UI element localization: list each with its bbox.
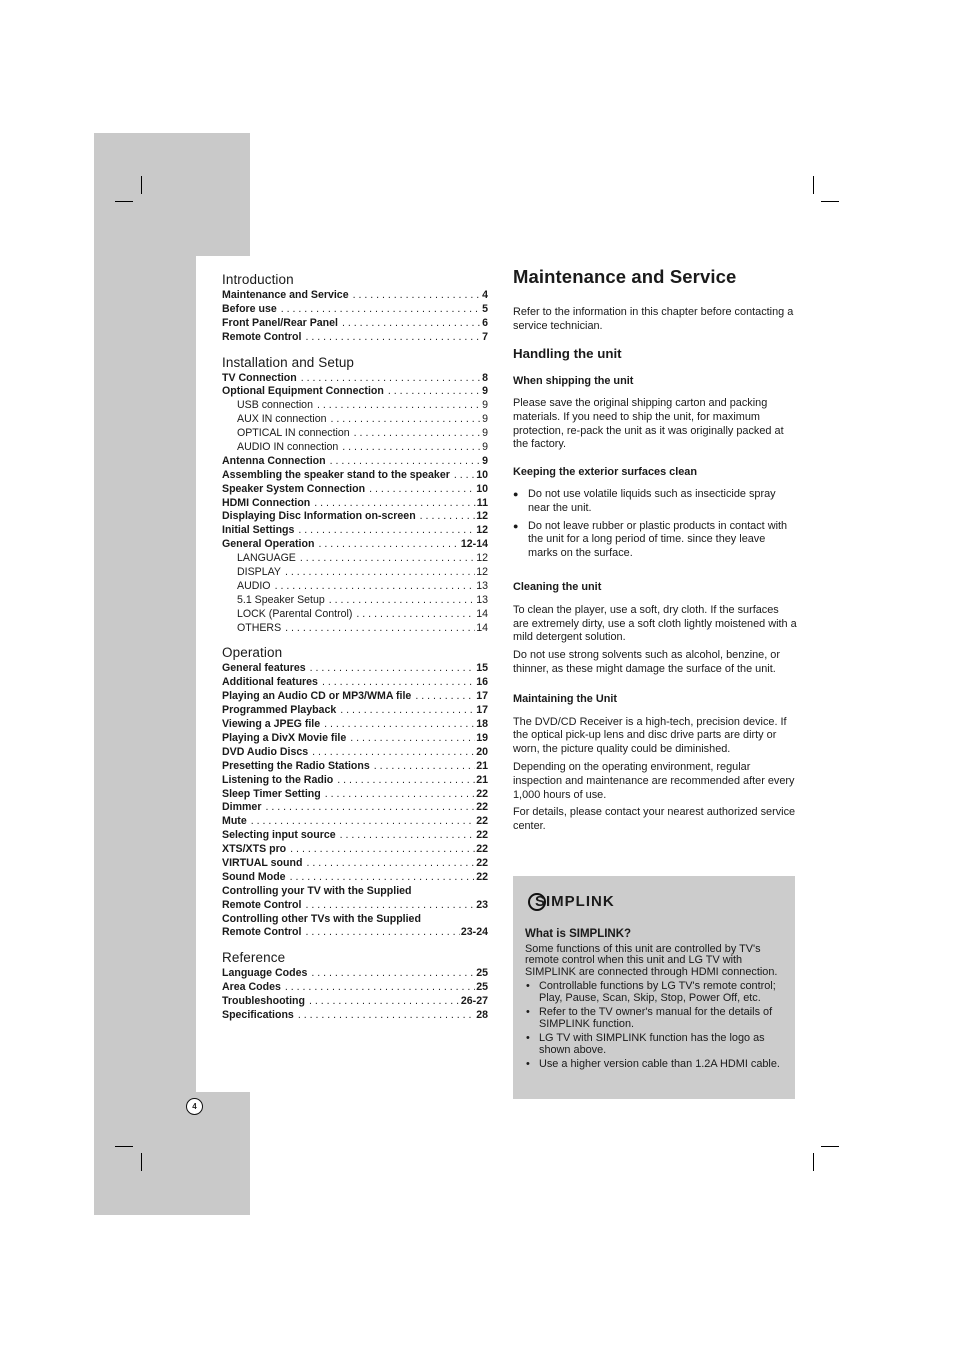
toc-entry[interactable] — [222, 899, 488, 913]
toc-entry[interactable] — [222, 303, 488, 317]
toc-dot-leader — [265, 801, 475, 815]
toc-entry-page: 20 — [476, 745, 488, 758]
toc-entry-page: 8 — [482, 371, 488, 384]
toc-entry-page: 21 — [476, 759, 488, 772]
toc-dot-leader — [342, 317, 481, 331]
toc-entry-label: Dimmer — [222, 801, 262, 814]
toc-dot-leader — [318, 538, 459, 552]
toc-entry[interactable] — [222, 608, 488, 622]
crop-mark — [141, 1153, 142, 1171]
toc-section — [222, 272, 488, 345]
toc-entry-label: DVD Audio Discs — [222, 745, 309, 758]
toc-section-title: Reference — [222, 950, 286, 966]
toc-entry-page: 17 — [476, 704, 488, 717]
toc-entry[interactable] — [222, 676, 488, 690]
toc-entry[interactable] — [222, 524, 488, 538]
toc-entry[interactable] — [222, 385, 488, 399]
toc-dot-leader — [350, 732, 475, 746]
toc-entry-label: Mute — [222, 815, 247, 828]
toc-entry-page: 19 — [476, 731, 488, 744]
toc-dot-leader — [310, 662, 476, 676]
toc-entry-label: General features — [222, 662, 306, 675]
toc-dot-leader — [285, 566, 475, 580]
toc-dot-leader — [285, 622, 475, 636]
toc-entry-label: Playing a DivX Movie file — [222, 731, 347, 744]
toc-entry-page: 23-24 — [460, 926, 488, 939]
toc-dot-leader — [305, 331, 481, 345]
intro-text: Refer to the information in this chapter before contacting a service technician. — [513, 305, 794, 332]
toc-entry-label: Sound Mode — [222, 870, 286, 883]
toc-dot-leader — [325, 788, 475, 802]
toc-entry-page: 14 — [476, 607, 488, 620]
toc-dot-leader — [330, 455, 482, 469]
toc-dot-leader — [454, 469, 475, 483]
toc-entry-page: 12-14 — [460, 538, 488, 551]
toc-entry[interactable] — [222, 552, 488, 566]
toc-entry[interactable] — [222, 510, 488, 524]
toc-entry[interactable] — [222, 967, 488, 981]
toc-entry-page: 22 — [476, 870, 488, 883]
toc-entry-label: Remote Control — [222, 926, 302, 939]
toc-entry-label: Antenna Connection — [222, 454, 326, 467]
toc-section — [222, 355, 488, 636]
toc-entry[interactable] — [222, 441, 488, 455]
toc-entry-page: 25 — [476, 967, 488, 980]
toc-dot-leader — [369, 483, 475, 497]
toc-entry-page: 18 — [476, 718, 488, 731]
toc-entry-label: Assembling the speaker stand to the speaker — [222, 468, 450, 481]
toc-entry[interactable] — [222, 843, 488, 857]
toc-entry[interactable] — [222, 774, 488, 788]
toc-entry[interactable] — [222, 469, 488, 483]
simplink-title: What is SIMPLINK? — [525, 928, 632, 940]
toc-entry[interactable] — [222, 760, 488, 774]
toc-entry[interactable] — [222, 372, 488, 386]
toc-entry[interactable] — [222, 289, 488, 303]
toc-entry[interactable] — [222, 981, 488, 995]
toc-entry-label: Optional Equipment Connection — [222, 385, 384, 398]
toc-dot-leader — [311, 967, 475, 981]
crop-mark — [115, 201, 133, 202]
toc-section-title: Introduction — [222, 272, 294, 287]
toc-entry[interactable] — [222, 1009, 488, 1023]
toc-dot-leader — [305, 899, 475, 913]
toc-dot-leader — [374, 760, 475, 774]
toc-entry[interactable] — [222, 871, 488, 885]
toc-entry-label: OPTICAL IN connection — [237, 427, 350, 440]
list-item: ● Do not leave rubber or plastic products in contact with the unit for a long period of time. since they leave marks on the surface. — [513, 520, 797, 561]
toc-entry-label: Language Codes — [222, 967, 308, 980]
toc-entry-label: Viewing a JPEG file — [222, 718, 321, 731]
list-item: • Use a higher version cable than 1.2A HDMI cable. — [525, 1059, 793, 1071]
toc-dot-leader — [251, 815, 475, 829]
toc-entry-page: 22 — [476, 815, 488, 828]
simplink-logo-letter: S — [535, 893, 547, 911]
toc-entry-label: Additional features — [222, 676, 318, 689]
toc-dot-leader — [317, 399, 481, 413]
toc-entry[interactable] — [222, 483, 488, 497]
toc-entry[interactable] — [222, 566, 488, 580]
toc-entry[interactable] — [222, 732, 488, 746]
toc-entry-label: LOCK (Parental Control) — [237, 607, 353, 620]
toc-entry-label: Displaying Disc Information on-screen — [222, 510, 416, 523]
toc-entry-label: Speaker System Connection — [222, 482, 366, 495]
toc-entry-page: 16 — [476, 676, 488, 689]
handling-title: Handling the unit — [513, 346, 622, 362]
list-item: • Controllable functions by LG TV's remote control; Play, Pause, Scan, Skip, Stop, Power Off, etc. — [525, 981, 793, 1004]
toc-entry-label: VIRTUAL sound — [222, 856, 303, 869]
toc-entry-label: Front Panel/Rear Panel — [222, 316, 338, 329]
maintaining-title: Maintaining the Unit — [513, 692, 618, 705]
toc-entry-label: 5.1 Speaker Setup — [237, 593, 325, 606]
toc-entry-label: HDMI Connection — [222, 496, 311, 509]
toc-entry-label: DISPLAY — [237, 566, 281, 579]
toc-dot-leader — [340, 704, 475, 718]
toc-entry-label: Remote Control — [222, 330, 302, 343]
toc-entry-page: 13 — [476, 593, 488, 606]
toc-dot-leader — [305, 926, 459, 940]
toc-entry-page: 12 — [476, 524, 488, 537]
toc-entry[interactable] — [222, 857, 488, 871]
toc-dot-leader — [324, 718, 475, 732]
cleaning-text-2: Do not use strong solvents such as alcohol, benzine, or thinner, as these might damage the surface of the unit. — [513, 649, 780, 675]
toc-entry-page: 22 — [476, 843, 488, 856]
table-of-contents — [222, 272, 488, 1033]
toc-dot-leader — [314, 497, 476, 511]
toc-entry-page: 22 — [476, 787, 488, 800]
toc-dot-leader — [420, 510, 476, 524]
toc-entry-page: 26-27 — [460, 995, 488, 1008]
page-number: 4 — [186, 1098, 203, 1115]
toc-entry[interactable] — [222, 331, 488, 345]
toc-entry-label: Remote Control — [222, 898, 302, 911]
toc-entry[interactable] — [222, 885, 488, 899]
toc-entry-page: 21 — [476, 773, 488, 786]
toc-dot-leader — [290, 843, 475, 857]
toc-entry[interactable] — [222, 913, 488, 927]
toc-dot-leader — [340, 829, 476, 843]
toc-entry[interactable] — [222, 788, 488, 802]
toc-entry-label: Troubleshooting — [222, 995, 305, 1008]
toc-entry[interactable] — [222, 622, 488, 636]
toc-dot-leader — [322, 676, 475, 690]
toc-entry[interactable] — [222, 580, 488, 594]
toc-dot-leader — [356, 608, 475, 622]
list-item: ● Do not use volatile liquids such as insecticide spray near the unit. — [513, 488, 797, 516]
toc-entry[interactable] — [222, 317, 488, 331]
maintaining-text-2: Depending on the operating environment, regular inspection and maintenance are recommended after every 1,000 hours of use. — [513, 760, 795, 801]
toc-entry[interactable] — [222, 427, 488, 441]
toc-entry-page: 14 — [476, 621, 488, 634]
toc-entry-label: AUDIO — [237, 579, 271, 592]
toc-entry-label: Sleep Timer Setting — [222, 787, 321, 800]
toc-dot-leader — [298, 1009, 475, 1023]
crop-mark — [813, 176, 814, 194]
toc-dot-leader — [329, 594, 475, 608]
toc-entry-label: Programmed Playback — [222, 704, 337, 717]
toc-entry[interactable] — [222, 801, 488, 815]
toc-dot-leader — [275, 580, 476, 594]
toc-entry[interactable] — [222, 815, 488, 829]
cleaning-title: Cleaning the unit — [513, 580, 602, 593]
maintaining-block — [513, 693, 797, 834]
toc-entry-label: Playing an Audio CD or MP3/WMA file — [222, 690, 412, 703]
toc-entry[interactable] — [222, 399, 488, 413]
toc-entry-label: LANGUAGE — [237, 552, 296, 565]
cleaning-text-1: To clean the player, use a soft, dry cloth. If the surfaces are extremely dirty, use a soft cloth lightly moistened with a mild detergent solution. — [513, 603, 797, 644]
cleaning-block — [513, 581, 797, 677]
toc-dot-leader — [300, 552, 475, 566]
toc-entry-label: Area Codes — [222, 981, 281, 994]
toc-entry-page: 9 — [482, 399, 488, 412]
crop-mark — [115, 1146, 133, 1147]
toc-entry[interactable] — [222, 995, 488, 1009]
toc-entry-page: 15 — [476, 662, 488, 675]
toc-entry-label: XTS/XTS pro — [222, 843, 287, 856]
page-title: Maintenance and Service — [513, 266, 737, 287]
toc-entry-label: Listening to the Radio — [222, 773, 334, 786]
toc-entry[interactable] — [222, 662, 488, 676]
toc-entry-page: 12 — [476, 552, 488, 565]
toc-entry[interactable] — [222, 718, 488, 732]
toc-dot-leader — [312, 746, 475, 760]
toc-dot-leader — [309, 995, 460, 1009]
toc-entry-page: 5 — [482, 302, 488, 315]
toc-entry-page: 23 — [476, 898, 488, 911]
toc-entry-page: 6 — [482, 316, 488, 329]
gray-margin-top — [94, 133, 250, 256]
toc-entry-page: 7 — [482, 330, 488, 343]
exterior-block — [513, 466, 797, 561]
toc-dot-leader — [306, 857, 475, 871]
toc-entry-label: USB connection — [237, 399, 313, 412]
toc-section — [222, 645, 488, 940]
toc-dot-leader — [353, 289, 482, 303]
maintenance-section — [513, 266, 797, 848]
list-item: • Refer to the TV owner's manual for the details of SIMPLINK function. — [525, 1007, 793, 1030]
toc-dot-leader — [290, 871, 476, 885]
simplink-logo-text: IMPLINK — [546, 893, 615, 911]
toc-dot-leader — [415, 690, 475, 704]
gray-margin-bottom — [94, 1092, 250, 1215]
toc-entry-page: 10 — [476, 468, 488, 481]
toc-dot-leader — [331, 413, 482, 427]
toc-entry-label: TV Connection — [222, 371, 297, 384]
toc-dot-leader — [298, 524, 475, 538]
toc-entry-page: 11 — [476, 496, 488, 509]
toc-dot-leader — [301, 372, 481, 386]
toc-entry-page: 22 — [476, 829, 488, 842]
maintaining-text-3: For details, please contact your nearest authorized service center. — [513, 806, 796, 833]
toc-entry[interactable] — [222, 594, 488, 608]
simplink-box — [513, 876, 795, 1099]
exterior-title: Keeping the exterior surfaces clean — [513, 466, 698, 479]
toc-entry-label: Controlling other TVs with the Supplied — [222, 912, 421, 925]
toc-entry-page: 12 — [476, 510, 488, 523]
toc-entry-page: 9 — [482, 427, 488, 440]
toc-dot-leader — [281, 303, 481, 317]
shipping-text: Please save the original shipping carton and packing materials. If you need to ship the unit, for maximum protection, re-pack the unit as it was originally packed at the factory. — [513, 396, 784, 451]
shipping-block — [513, 375, 797, 452]
toc-entry-page: 9 — [482, 441, 488, 454]
toc-entry-label: OTHERS — [237, 621, 282, 634]
toc-entry[interactable] — [222, 497, 488, 511]
toc-dot-leader — [388, 385, 481, 399]
simplink-text: Some functions of this unit are controlled by TV's remote control when this unit and LG TV with SIMPLINK are connected through HDMI connection. — [525, 942, 778, 978]
toc-entry-page: 9 — [482, 385, 488, 398]
toc-section — [222, 950, 488, 1023]
crop-mark — [813, 1153, 814, 1171]
toc-entry-page: 22 — [476, 801, 488, 814]
toc-entry-label: Initial Settings — [222, 524, 295, 537]
toc-entry-page: 17 — [476, 690, 488, 703]
toc-dot-leader — [354, 427, 481, 441]
toc-entry[interactable] — [222, 538, 488, 552]
shipping-title: When shipping the unit — [513, 375, 634, 388]
toc-entry-label: Presetting the Radio Stations — [222, 759, 370, 772]
toc-entry-page: 13 — [476, 579, 488, 592]
toc-entry-page: 22 — [476, 856, 488, 869]
toc-entry-page: 25 — [476, 981, 488, 994]
toc-entry-page: 12 — [476, 566, 488, 579]
toc-entry[interactable] — [222, 704, 488, 718]
toc-entry[interactable] — [222, 746, 488, 760]
maintaining-text-1: The DVD/CD Receiver is a high-tech, precision device. If the optical pick-up lens and disc drive parts are dirty or worn, the picture quality could be diminished. — [513, 715, 787, 756]
list-item: • LG TV with SIMPLINK function has the logo as shown above. — [525, 1033, 793, 1056]
crop-mark — [821, 1146, 839, 1147]
toc-entry-label: Specifications — [222, 1008, 294, 1021]
toc-entry-label: General Operation — [222, 538, 315, 551]
toc-entry[interactable] — [222, 455, 488, 469]
toc-dot-leader — [285, 981, 475, 995]
crop-mark — [821, 201, 839, 202]
gray-margin-left — [94, 256, 196, 1092]
toc-entry-label: Selecting input source — [222, 829, 336, 842]
toc-entry-label: Maintenance and Service — [222, 289, 349, 301]
toc-entry-page: 9 — [482, 454, 488, 467]
toc-entry-page: 4 — [482, 289, 488, 301]
crop-mark — [141, 176, 142, 194]
toc-entry[interactable] — [222, 829, 488, 843]
toc-entry[interactable] — [222, 926, 488, 940]
toc-dot-leader — [342, 441, 481, 455]
toc-section-title: Installation and Setup — [222, 354, 355, 370]
toc-section-title: Operation — [222, 645, 283, 661]
toc-entry-page: 28 — [476, 1008, 488, 1021]
toc-entry[interactable] — [222, 413, 488, 427]
toc-dot-leader — [337, 774, 475, 788]
toc-entry-label: AUDIO IN connection — [237, 441, 339, 454]
toc-entry-page: 9 — [482, 413, 488, 426]
toc-entry[interactable] — [222, 690, 488, 704]
toc-entry-label: Before use — [222, 302, 277, 315]
toc-entry-label: AUX IN connection — [237, 413, 327, 426]
simplink-logo — [528, 893, 615, 911]
toc-entry-label: Controlling your TV with the Supplied — [222, 884, 412, 897]
toc-entry-page: 10 — [476, 482, 488, 495]
